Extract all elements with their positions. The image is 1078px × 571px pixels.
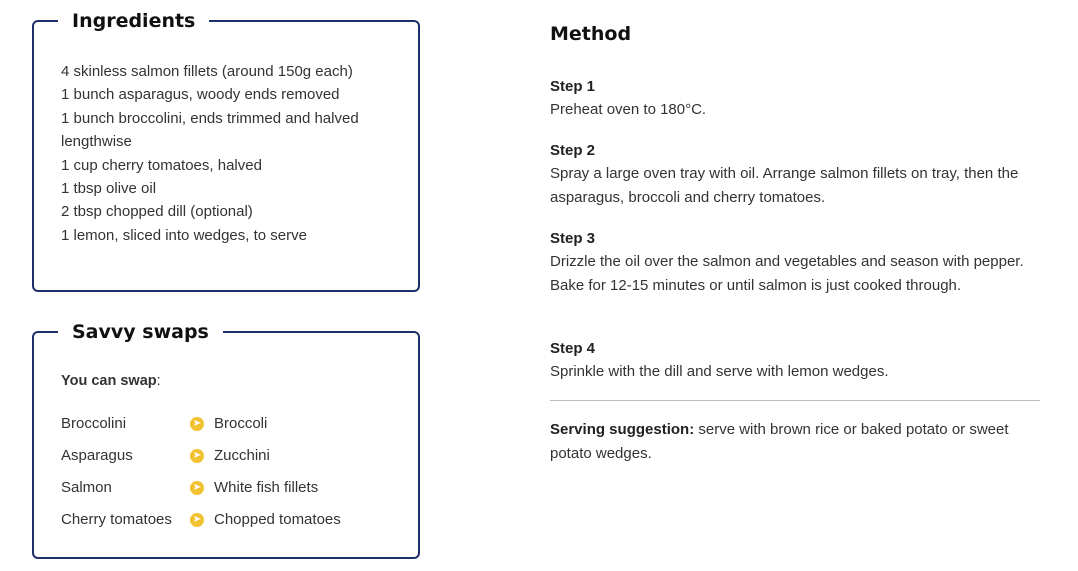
swaps-intro-text: You can swap — [61, 373, 157, 389]
arrow-right-circle-icon: ➤ — [190, 513, 204, 527]
swap-to: White fish fillets — [214, 479, 319, 496]
swaps-intro-colon: : — [156, 373, 161, 389]
step-text: Drizzle the oil over the salmon and vegetables and season with pepper. Bake for 12-15 minutes or until salmon is just cooked through. — [550, 253, 1024, 294]
ingredients-title: Ingredients — [58, 8, 209, 34]
ingredient-item: 4 skinless salmon fillets (around 150g each) — [61, 63, 353, 80]
step-title: Step 1 — [550, 78, 596, 95]
swap-to: Chopped tomatoes — [214, 511, 341, 528]
method-step-2 — [550, 140, 1040, 210]
section-divider — [550, 400, 1040, 401]
method-step-3 — [550, 228, 1040, 298]
step-title: Step 3 — [550, 230, 596, 247]
step-text: Spray a large oven tray with oil. Arrange salmon fillets on tray, then the asparagus, broccoli and cherry tomatoes. — [550, 165, 1019, 206]
ingredients-card — [32, 10, 420, 292]
savvy-swaps-card — [32, 321, 420, 559]
ingredients-list — [61, 60, 388, 247]
swap-to: Broccoli — [214, 415, 268, 432]
method-step-1 — [550, 76, 1040, 122]
ingredient-item: 1 lemon, sliced into wedges, to serve — [61, 226, 307, 244]
serving-suggestion-text: serve with brown rice or baked potato or sweet potato wedges. — [550, 421, 1009, 462]
ingredient-item: 1 bunch broccolini, ends trimmed and halved lengthwise — [61, 109, 359, 151]
swap-from: Broccolini — [61, 415, 127, 432]
ingredient-item: 1 cup cherry tomatoes, halved — [61, 156, 262, 174]
step-text: Sprinkle with the dill and serve with lemon wedges. — [550, 363, 889, 380]
method-step-4 — [550, 338, 1040, 384]
step-title: Step 2 — [550, 142, 596, 159]
swap-from: Cherry tomatoes — [61, 511, 172, 528]
swap-to: Zucchini — [214, 447, 270, 464]
ingredient-item: 2 tbsp chopped dill (optional) — [61, 203, 253, 221]
ingredient-item: 1 tbsp olive oil — [61, 180, 157, 198]
arrow-right-circle-icon: ➤ — [190, 449, 204, 463]
arrow-right-circle-icon: ➤ — [190, 481, 204, 495]
serving-suggestion — [550, 418, 1040, 466]
swap-from: Salmon — [61, 479, 112, 496]
ingredient-item: 1 bunch asparagus, woody ends removed — [61, 86, 340, 104]
savvy-swaps-title: Savvy swaps — [58, 319, 223, 345]
swaps-intro — [61, 373, 161, 389]
step-text: Preheat oven to 180°C. — [550, 101, 707, 118]
swap-from: Asparagus — [61, 447, 133, 464]
step-title: Step 4 — [550, 340, 596, 357]
method-title: Method — [550, 23, 632, 45]
arrow-right-circle-icon: ➤ — [190, 417, 204, 431]
serving-suggestion-label: Serving suggestion: — [550, 421, 695, 438]
